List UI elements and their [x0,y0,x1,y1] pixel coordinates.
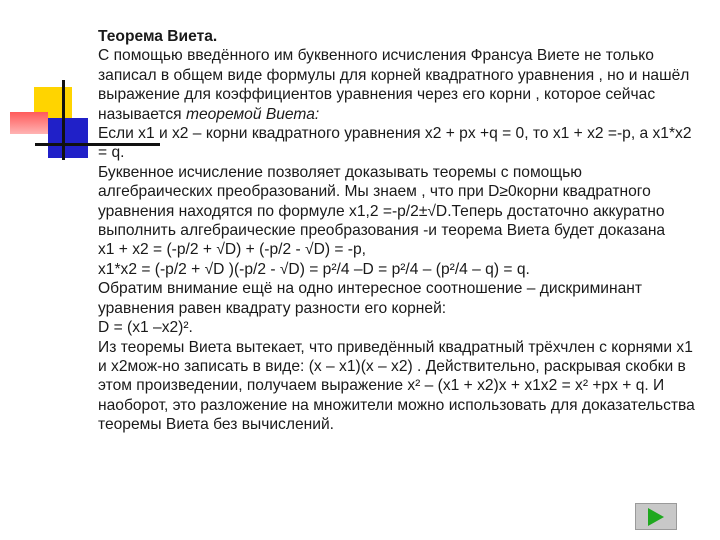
equation-product: x1*x2 = (-p/2 + √D )(-p/2 - √D) = p²/4 –D = p²/4 – (p²/4 – q) = q. [98,260,530,278]
intro-paragraph [98,46,698,124]
decor-blue-square [48,118,88,158]
factorization-paragraph: Из теоремы Виета вытекает, что приведённый квадратный трёхчлен с корнями x1 и x2мож-но записать в виде: (x – x1)(x – x2) . Действительно, раскрывая скобки в этом произведении, получаем выражение x² – (x1 + x2)x + x1x2 = x² +px + q. И наоборот, это разложение на множители можно использовать для доказательства теоремы Виета без вычислений. [98,338,695,434]
discriminant-paragraph: Обратим внимание ещё на одно интересное соотношение – дискриминант уравнения равен квадрату разности его корней: [98,280,643,317]
proof-paragraph: Буквенное исчисление позволяет доказывать теоремы с помощью алгебраических преобразований. Мы знаем , что при D≥0корни квадратного уравнения находятся по формуле x1,2 =-p/2±√D.Теперь достаточно аккуратно выполнить алгебраические преобразования -и теорема Виета будет доказана [98,163,666,240]
next-slide-button[interactable] [635,503,677,530]
theorem-statement: Если x1 и x2 – корни квадратного уравнения x2 + px +q = 0, то x1 + x2 =-p, а x1*x2 = q. [98,125,692,162]
equation-discriminant: D = (x1 –x2)². [98,319,193,337]
play-next-icon [648,508,664,526]
slide-title: Теорема Виета. [98,28,218,45]
intro-text: С помощью введённого им буквенного исчисления Франсуа Виете не только записал в общем виде формулы для корней квадратного уравнения , но и нашёл выражение для коэффициентов уравнения через его корни , которое сейчас называется [98,47,690,123]
decor-vertical-line [62,80,65,160]
slide-body [98,27,698,435]
theorem-name: теоремой Виета: [185,105,320,123]
decor-red-bar [10,112,48,134]
equation-sum: x1 + x2 = (-p/2 + √D) + (-p/2 - √D) = -p, [98,241,367,259]
